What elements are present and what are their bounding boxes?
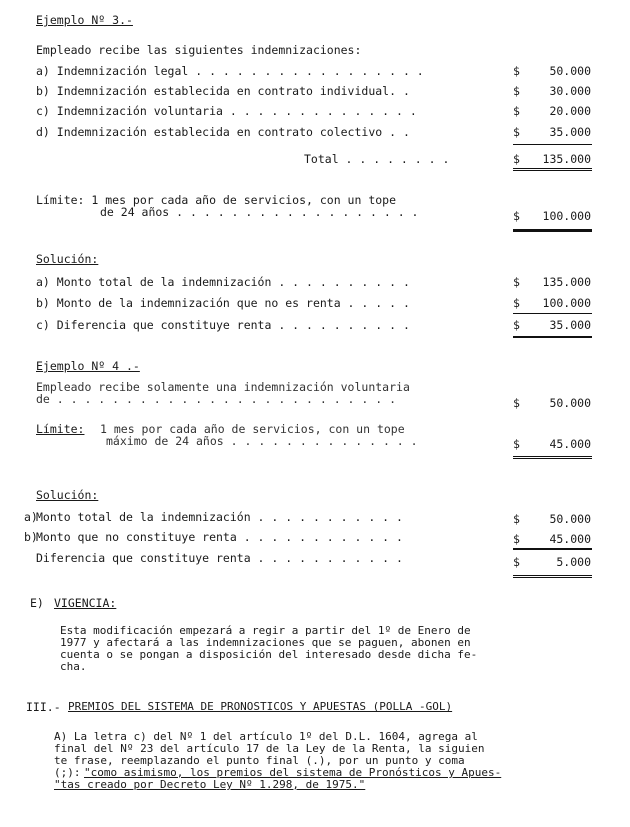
solution-item-amount (513, 318, 593, 332)
sum-rule (513, 144, 592, 145)
vigencia-line: cuenta o se pongan a disposición del interesado desde dicha fe- (60, 648, 478, 661)
section3-line: final del Nº 23 del artículo 17 de la Ley de la Renta, la siguien (54, 742, 485, 755)
section3-line: te frase, reemplazando el punto final (.), por un punto y coma (54, 754, 465, 767)
solution-item-label: Monto total de la indemnización . . . . . . . . . . . (36, 510, 403, 524)
solution-item-label: Diferencia que constituye renta . . . . . . . . . . . (36, 551, 403, 565)
section3-line: A) La letra c) del Nº 1 del artículo 1º del D.L. 1604, agrega al (54, 730, 478, 743)
example3-item-amount (513, 125, 593, 139)
example3-item-amount (513, 104, 593, 118)
sum-rule (513, 548, 592, 550)
example3-item-label: c) Indemnización voluntaria . . . . . . . . . . . . . . (36, 104, 417, 118)
currency-symbol: $ (513, 555, 520, 569)
solution-item-amount (513, 512, 593, 526)
result-rule (513, 336, 592, 338)
amount-value: 135.000 (542, 275, 591, 289)
vigencia-line: cha. (60, 660, 87, 673)
limit-double-rule (513, 456, 592, 459)
vigencia-marker: E) (30, 596, 44, 610)
amount-value: 35.000 (549, 318, 591, 332)
section3-quote-line2: "tas creado por Decreto Ley Nº 1.298, de 1975." (54, 778, 366, 791)
currency-symbol: $ (513, 512, 520, 526)
example4-intro-line1: Empleado recibe solamente una indemnización voluntaria (36, 380, 410, 394)
amount-value: 35.000 (549, 125, 591, 139)
section3-line: (;): (54, 766, 88, 779)
example3-item-label: a) Indemnización legal . . . . . . . . . . . . . . . . . (36, 64, 424, 78)
section3-quote-line1: "como asimismo, los premios del sistema de Pronósticos y Apues- (84, 766, 502, 779)
currency-symbol: $ (513, 275, 520, 289)
example4-limit-line1: 1 mes por cada año de servicios, con un tope (100, 422, 405, 436)
solution-item-amount (513, 296, 593, 310)
example3-item-amount (513, 84, 593, 98)
solution-item-amount (513, 275, 593, 289)
amount-value: 135.000 (542, 152, 591, 166)
currency-symbol: $ (513, 396, 520, 410)
amount-value: 45.000 (549, 532, 591, 546)
currency-symbol: $ (513, 532, 520, 546)
result-double-rule (513, 575, 592, 578)
example3-item-label: d) Indemnización establecida en contrato colectivo . . (36, 125, 410, 139)
solution-item-prefix: b) (24, 530, 38, 544)
currency-symbol: $ (513, 152, 520, 166)
example3-heading: Ejemplo Nº 3.- (36, 13, 133, 27)
example4-heading: Ejemplo Nº 4 .- (36, 359, 140, 373)
vigencia-line: 1977 y afectará a las indemnizaciones que se paguen, abonen en (60, 636, 471, 649)
amount-value: 5.000 (556, 555, 591, 569)
example4-intro-line2: de . . . . . . . . . . . . . . . . . . . . . . . . . (36, 392, 397, 406)
sum-rule (513, 313, 592, 314)
amount-value: 45.000 (549, 437, 591, 451)
example4-intro-amount (513, 396, 593, 410)
amount-value: 100.000 (542, 296, 591, 310)
amount-value: 50.000 (549, 64, 591, 78)
example3-item-amount (513, 64, 593, 78)
example4-solution-heading: Solución: (36, 488, 99, 502)
section3-marker: III.- (26, 700, 61, 714)
currency-symbol: $ (513, 209, 520, 223)
currency-symbol: $ (513, 318, 520, 332)
solution-item-label: a) Monto total de la indemnización . . . . . . . . . . (36, 275, 410, 289)
example3-limit-line1: Límite: 1 mes por cada año de servicios, con un tope (36, 193, 397, 207)
amount-value: 50.000 (549, 396, 591, 410)
solution-item-amount (513, 555, 593, 569)
solution-item-amount (513, 532, 593, 546)
currency-symbol: $ (513, 104, 520, 118)
example4-limit-line2: máximo de 24 años . . . . . . . . . . . . . . (106, 434, 418, 448)
example3-limit-amount (513, 209, 593, 223)
example4-limit-label: Límite: (36, 422, 85, 436)
example4-limit-amount (513, 437, 593, 451)
currency-symbol: $ (513, 84, 520, 98)
currency-symbol: $ (513, 437, 520, 451)
example3-intro: Empleado recibe las siguientes indemnizaciones: (36, 43, 362, 57)
example3-solution-heading: Solución: (36, 252, 99, 266)
example3-limit-line2: de 24 años . . . . . . . . . . . . . . . . . . (100, 205, 419, 219)
total-double-rule (513, 168, 592, 171)
vigencia-heading: VIGENCIA: (54, 596, 117, 610)
example3-item-label: b) Indemnización establecida en contrato individual. . (36, 84, 410, 98)
amount-value: 20.000 (549, 104, 591, 118)
section3-heading: PREMIOS DEL SISTEMA DE PRONOSTICOS Y APUESTAS (POLLA -GOL) (68, 700, 453, 713)
currency-symbol: $ (513, 64, 520, 78)
solution-item-prefix: a) (24, 510, 38, 524)
vigencia-line: Esta modificación empezará a regir a partir del 1º de Enero de (60, 624, 471, 637)
amount-value: 30.000 (549, 84, 591, 98)
amount-value: 50.000 (549, 512, 591, 526)
solution-item-label: Monto que no constituye renta . . . . . . . . . . . . (36, 530, 403, 544)
amount-value: 100.000 (542, 209, 591, 223)
currency-symbol: $ (513, 296, 520, 310)
limit-rule (513, 229, 592, 232)
solution-item-label: c) Diferencia que constituye renta . . . . . . . . . . (36, 318, 410, 332)
example3-total-label: Total . . . . . . . . (304, 152, 450, 166)
currency-symbol: $ (513, 125, 520, 139)
example3-total-amount (513, 152, 593, 166)
solution-item-label: b) Monto de la indemnización que no es renta . . . . . (36, 296, 410, 310)
